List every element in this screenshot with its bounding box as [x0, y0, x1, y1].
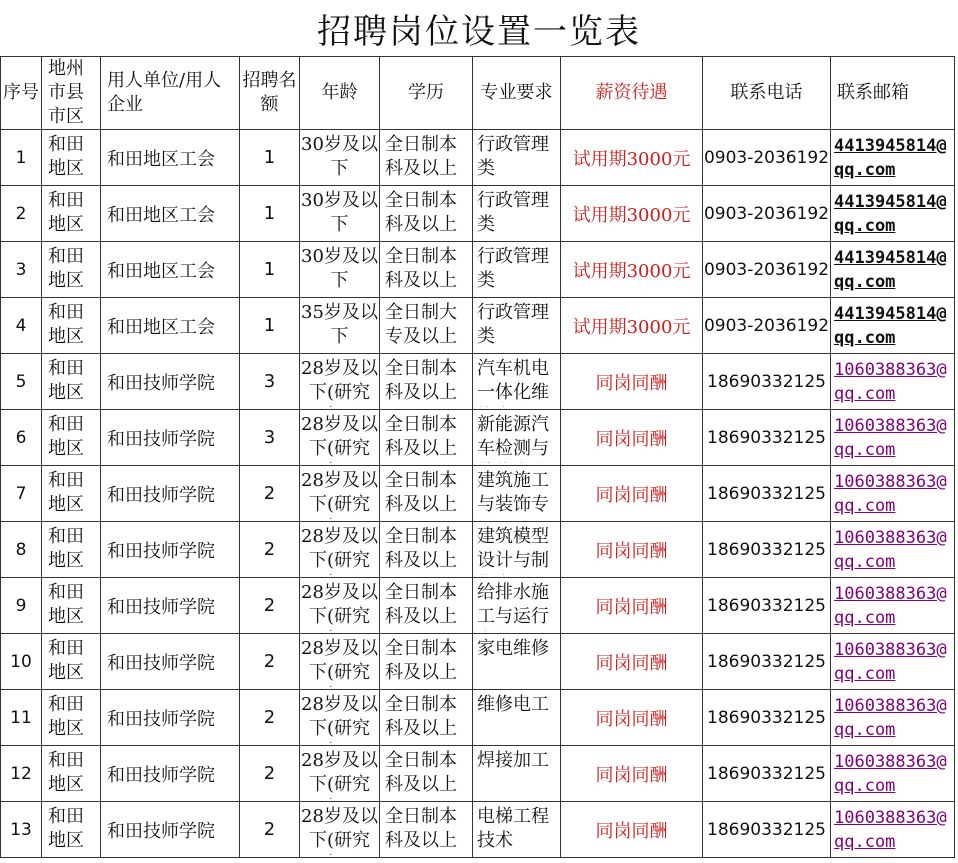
cell-major: [473, 578, 561, 634]
cell-email: [831, 690, 955, 746]
cell-area: [42, 634, 101, 690]
cell-major: [473, 634, 561, 690]
cell-salary: 同岗同酬: [561, 746, 703, 802]
cell-major: [473, 746, 561, 802]
cell-quota: 2: [240, 634, 300, 690]
email-link[interactable]: 1060388363@qq.com: [834, 583, 947, 628]
email-link[interactable]: 4413945814@qq.com: [834, 191, 947, 236]
email-link[interactable]: 1060388363@qq.com: [834, 527, 947, 572]
cell-area: [42, 690, 101, 746]
recruitment-table: [0, 56, 955, 858]
cell-age: [300, 242, 380, 298]
cell-email: [831, 410, 955, 466]
cell-age: [300, 130, 380, 186]
table-row: [1, 410, 955, 466]
cell-age: [300, 298, 380, 354]
email-link[interactable]: 1060388363@qq.com: [834, 471, 947, 516]
cell-email: [831, 186, 955, 242]
age-text: 28岁及以下(研究: [301, 581, 378, 627]
age-text: 28岁及以下(研究: [301, 413, 378, 459]
cell-phone: 18690332125: [703, 690, 831, 746]
table-row: [1, 802, 955, 858]
age-text: 28岁及以下(研究: [301, 357, 378, 403]
major-text: 行政管理类: [477, 245, 549, 291]
cell-edu: [380, 466, 473, 522]
cell-unit: 和田技师学院: [101, 578, 240, 634]
edu-text: 全日制本科及以上: [385, 357, 457, 403]
age-text: 35岁及以下: [301, 301, 378, 347]
major-text: 行政管理类: [477, 133, 549, 179]
cell-age: [300, 354, 380, 410]
cell-quota: 2: [240, 802, 300, 858]
cell-phone: 18690332125: [703, 522, 831, 578]
cell-major: [473, 690, 561, 746]
cell-area: [42, 522, 101, 578]
table-body: [1, 130, 955, 858]
cell-no: 7: [1, 466, 42, 522]
cell-quota: 2: [240, 466, 300, 522]
age-text: 30岁及以下: [301, 189, 378, 235]
cell-area: [42, 746, 101, 802]
cell-unit: 和田地区工会: [101, 298, 240, 354]
cell-salary: 同岗同酬: [561, 802, 703, 858]
area-text: 和田地区: [48, 581, 84, 627]
major-text: 电梯工程技术: [477, 805, 549, 851]
cell-age: [300, 690, 380, 746]
edu-text: 全日制本科及以上: [385, 693, 457, 739]
cell-major: [473, 522, 561, 578]
cell-edu: [380, 578, 473, 634]
cell-phone: 18690332125: [703, 802, 831, 858]
edu-text: 全日制大专及以上: [385, 301, 457, 347]
cell-edu: [380, 242, 473, 298]
cell-phone: 0903-2036192: [703, 242, 831, 298]
cell-quota: 2: [240, 578, 300, 634]
area-text: 和田地区: [48, 133, 84, 179]
area-text: 和田地区: [48, 357, 84, 403]
cell-salary: 试用期3000元: [561, 242, 703, 298]
major-text: 新能源汽车检测与: [477, 413, 549, 459]
major-text: 给排水施工与运行: [477, 581, 549, 627]
area-text: 和田地区: [48, 693, 84, 739]
cell-quota: 3: [240, 354, 300, 410]
cell-edu: [380, 410, 473, 466]
major-text: 行政管理类: [477, 189, 549, 235]
cell-unit: 和田地区工会: [101, 186, 240, 242]
cell-salary: 同岗同酬: [561, 354, 703, 410]
cell-salary: 同岗同酬: [561, 578, 703, 634]
table-row: [1, 186, 955, 242]
cell-edu: [380, 130, 473, 186]
cell-quota: 1: [240, 298, 300, 354]
cell-unit: 和田技师学院: [101, 466, 240, 522]
age-text: 28岁及以下(研究: [301, 469, 378, 515]
cell-quota: 3: [240, 410, 300, 466]
cell-salary: 同岗同酬: [561, 690, 703, 746]
age-text: 28岁及以下(研究: [301, 749, 378, 795]
cell-edu: [380, 522, 473, 578]
cell-unit: 和田地区工会: [101, 130, 240, 186]
major-text: 汽车机电一体化维: [477, 357, 549, 403]
cell-phone: 18690332125: [703, 578, 831, 634]
cell-unit: 和田技师学院: [101, 690, 240, 746]
table-row: [1, 690, 955, 746]
cell-phone: 18690332125: [703, 746, 831, 802]
cell-quota: 2: [240, 522, 300, 578]
email-link[interactable]: 1060388363@qq.com: [834, 751, 947, 796]
edu-text: 全日制本科及以上: [385, 133, 457, 179]
area-text: 和田地区: [48, 469, 84, 515]
cell-area: [42, 242, 101, 298]
age-text: 28岁及以下(研究: [301, 805, 378, 851]
cell-age: [300, 802, 380, 858]
cell-salary: 同岗同酬: [561, 410, 703, 466]
header-edu: 学历: [380, 57, 473, 130]
header-no: 序号: [1, 57, 42, 130]
cell-email: [831, 466, 955, 522]
cell-area: [42, 298, 101, 354]
age-text: 28岁及以下(研究: [301, 693, 378, 739]
cell-edu: [380, 802, 473, 858]
area-text: 和田地区: [48, 525, 84, 571]
table-row: [1, 354, 955, 410]
major-text: 维修电工: [477, 693, 549, 715]
area-text: 和田地区: [48, 749, 84, 795]
cell-phone: 0903-2036192: [703, 130, 831, 186]
major-text: 焊接加工: [477, 749, 549, 771]
cell-salary: 同岗同酬: [561, 634, 703, 690]
cell-no: 11: [1, 690, 42, 746]
table-row: [1, 466, 955, 522]
edu-text: 全日制本科及以上: [385, 581, 457, 627]
cell-quota: 1: [240, 130, 300, 186]
header-area: 地州市县市区: [42, 57, 101, 130]
area-text: 和田地区: [48, 413, 84, 459]
cell-area: [42, 130, 101, 186]
area-text: 和田地区: [48, 301, 84, 347]
email-link[interactable]: 4413945814@qq.com: [834, 135, 947, 180]
email-link[interactable]: 1060388363@qq.com: [834, 807, 947, 852]
cell-major: [473, 298, 561, 354]
cell-major: [473, 802, 561, 858]
cell-major: [473, 466, 561, 522]
cell-age: [300, 186, 380, 242]
cell-phone: 0903-2036192: [703, 186, 831, 242]
cell-major: [473, 242, 561, 298]
major-text: 家电维修: [477, 637, 549, 659]
cell-age: [300, 410, 380, 466]
major-text: 行政管理类: [477, 301, 549, 347]
email-link[interactable]: 1060388363@qq.com: [834, 415, 947, 460]
cell-email: [831, 354, 955, 410]
cell-unit: 和田技师学院: [101, 634, 240, 690]
cell-unit: 和田技师学院: [101, 746, 240, 802]
cell-email: [831, 802, 955, 858]
major-text: 建筑模型设计与制: [477, 525, 549, 571]
edu-text: 全日制本科及以上: [385, 525, 457, 571]
table-row: [1, 298, 955, 354]
cell-age: [300, 522, 380, 578]
table-row: [1, 578, 955, 634]
age-text: 30岁及以下: [301, 245, 378, 291]
cell-quota: 1: [240, 186, 300, 242]
page-title: 招聘岗位设置一览表: [317, 11, 641, 52]
cell-salary: 试用期3000元: [561, 130, 703, 186]
header-phone: 联系电话: [703, 57, 831, 130]
cell-unit: 和田技师学院: [101, 410, 240, 466]
table-row: [1, 634, 955, 690]
cell-area: [42, 802, 101, 858]
cell-salary: 试用期3000元: [561, 186, 703, 242]
header-age: 年龄: [300, 57, 380, 130]
cell-email: [831, 746, 955, 802]
age-text: 28岁及以下(研究: [301, 637, 378, 683]
cell-email: [831, 522, 955, 578]
cell-major: [473, 354, 561, 410]
email-link[interactable]: 1060388363@qq.com: [834, 639, 947, 684]
area-text: 和田地区: [48, 245, 84, 291]
age-text: 30岁及以下: [301, 133, 378, 179]
cell-area: [42, 354, 101, 410]
cell-email: [831, 298, 955, 354]
cell-phone: 18690332125: [703, 354, 831, 410]
cell-major: [473, 410, 561, 466]
cell-email: [831, 242, 955, 298]
email-link[interactable]: 1060388363@qq.com: [834, 695, 947, 740]
cell-area: [42, 410, 101, 466]
cell-age: [300, 466, 380, 522]
cell-phone: 18690332125: [703, 410, 831, 466]
edu-text: 全日制本科及以上: [385, 637, 457, 683]
email-link[interactable]: 4413945814@qq.com: [834, 247, 947, 292]
cell-phone: 18690332125: [703, 466, 831, 522]
cell-edu: [380, 354, 473, 410]
header-unit: 用人单位/用人企业: [101, 57, 240, 130]
cell-phone: 18690332125: [703, 634, 831, 690]
area-text: 和田地区: [48, 189, 84, 235]
age-text: 28岁及以下(研究: [301, 525, 378, 571]
cell-major: [473, 186, 561, 242]
table-row: [1, 522, 955, 578]
cell-age: [300, 746, 380, 802]
cell-email: [831, 578, 955, 634]
major-text: 建筑施工与装饰专: [477, 469, 549, 515]
cell-salary: 同岗同酬: [561, 466, 703, 522]
cell-no: 8: [1, 522, 42, 578]
cell-age: [300, 578, 380, 634]
cell-no: 3: [1, 242, 42, 298]
title-bar: [0, 0, 958, 56]
cell-no: 2: [1, 186, 42, 242]
table-header-row: [1, 57, 955, 130]
cell-edu: [380, 746, 473, 802]
edu-text: 全日制本科及以上: [385, 189, 457, 235]
cell-no: 10: [1, 634, 42, 690]
cell-no: 9: [1, 578, 42, 634]
cell-salary: 试用期3000元: [561, 298, 703, 354]
edu-text: 全日制本科及以上: [385, 805, 457, 851]
cell-unit: 和田技师学院: [101, 802, 240, 858]
table-row: [1, 242, 955, 298]
header-quota: 招聘名额: [240, 57, 300, 130]
edu-text: 全日制本科及以上: [385, 413, 457, 459]
cell-area: [42, 466, 101, 522]
cell-age: [300, 634, 380, 690]
header-salary: 薪资待遇: [561, 57, 703, 130]
edu-text: 全日制本科及以上: [385, 749, 457, 795]
cell-area: [42, 578, 101, 634]
cell-no: 4: [1, 298, 42, 354]
cell-edu: [380, 186, 473, 242]
cell-quota: 2: [240, 690, 300, 746]
cell-quota: 1: [240, 242, 300, 298]
table-row: [1, 130, 955, 186]
cell-unit: 和田地区工会: [101, 242, 240, 298]
cell-edu: [380, 634, 473, 690]
cell-edu: [380, 690, 473, 746]
cell-unit: 和田技师学院: [101, 354, 240, 410]
cell-phone: 0903-2036192: [703, 298, 831, 354]
edu-text: 全日制本科及以上: [385, 469, 457, 515]
cell-no: 1: [1, 130, 42, 186]
edu-text: 全日制本科及以上: [385, 245, 457, 291]
cell-email: [831, 130, 955, 186]
cell-no: 6: [1, 410, 42, 466]
cell-no: 5: [1, 354, 42, 410]
cell-major: [473, 130, 561, 186]
cell-edu: [380, 298, 473, 354]
header-email: 联系邮箱: [831, 57, 955, 130]
header-major: 专业要求: [473, 57, 561, 130]
cell-no: 12: [1, 746, 42, 802]
cell-unit: 和田技师学院: [101, 522, 240, 578]
cell-email: [831, 634, 955, 690]
cell-area: [42, 186, 101, 242]
cell-quota: 2: [240, 746, 300, 802]
cell-no: 13: [1, 802, 42, 858]
cell-salary: 同岗同酬: [561, 522, 703, 578]
area-text: 和田地区: [48, 805, 84, 851]
table-row: [1, 746, 955, 802]
area-text: 和田地区: [48, 637, 84, 683]
email-link[interactable]: 1060388363@qq.com: [834, 359, 947, 404]
email-link[interactable]: 4413945814@qq.com: [834, 303, 947, 348]
